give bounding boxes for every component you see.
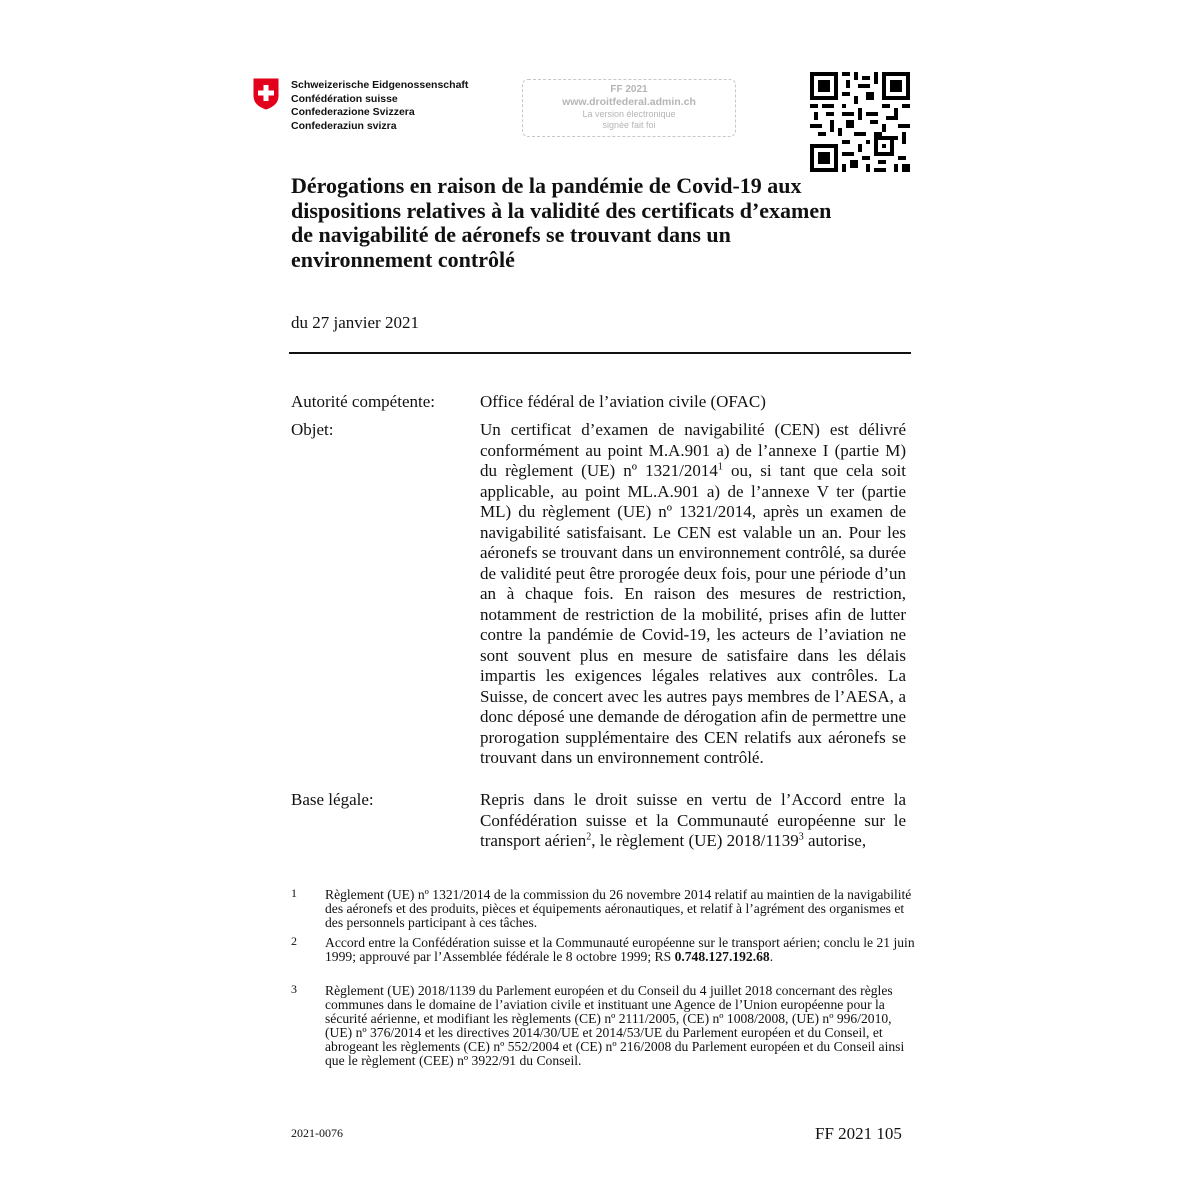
legal-basis-value [480,790,906,852]
legal-text-1: Repris dans le droit suisse en vertu de l’Accord entre la Confédération suisse et la Communauté européenne sur le transport aérien [480,790,906,850]
confederation-name-fr: Confédération suisse [291,92,398,105]
footnote-number-1: 1 [291,886,297,900]
document-date: du 27 janvier 2021 [291,313,419,332]
footnote-text-1: Règlement (UE) nº 1321/2014 de la commission du 26 novembre 2014 relatif au maintien de la navigabilité des aéronefs et des produits, pièces et équipements aéronautiques, et relatif à l’agrément des organismes et des personnels participant à ces tâches. [325,887,912,930]
footnote-ref-3[interactable]: 3 [798,831,804,843]
legal-text-3: autorise, [803,831,867,850]
title-divider [289,352,911,354]
stamp-ff: FF 2021 [610,84,648,95]
confederation-name-it: Confederazione Svizzera [291,106,415,118]
footnote-2-end: . [769,948,774,964]
signature-stamp [522,79,736,137]
footnote-text-2 [325,936,915,964]
stamp-note-1: La version électronique [582,109,676,119]
subject-text-2: ou, si tant que cela soit applicable, au point ML.A.901 a) de l’annexe V ter (partie ML) du règlement (UE) nº 1321/2014, après un examen de navigabilité satisfaisant. Le CEN est valable un an. Pour les aéronefs se trouvant dans un environnement contrôlé, sa durée de validité peut être prorogée deux fois, pour une période d’un an à chaque fois. En raison des mesures de restriction, notamment de restriction de la mobilité, prises afin de lutter contre la pandémie de Covid-19, les acteurs de l’aviation ne sont souvent plus en mesure de satisfaire dans les délais impartis les exigences légales relatives aux contrôles. La Suisse, de concert avec les autres pays membres de l’AESA, a donc déposé une demande de dérogation afin de permettre une prorogation supplémentaire des CEN relatifs aux aéronefs se trouvant dans un environnement contrôlé. [480,461,906,767]
subject-text-1: Un certificat d’examen de navigabilité (CEN) est délivré conformément au point M.A.901 a) de l’annexe I (partie M) du règlement (UE) nº 1321/2014 [480,420,906,480]
swiss-flag-icon [252,78,280,110]
subject-label: Objet: [291,420,334,439]
confederation-name-rm: Confederaziun svizra [291,119,397,132]
footnote-ref-1[interactable]: 1 [717,461,723,473]
stamp-note-2: signée fait foi [602,120,656,130]
document-number: 2021-0076 [291,1126,343,1140]
subject-value [480,420,906,769]
footnote-ref-2[interactable]: 2 [586,831,592,843]
document-title: Dérogations en raison de la pandémie de Covid-19 aux dispositions relatives à la validité des certificats d’examen de navigabilité de aéronefs se trouvant dans un environnement contrôlé [291,173,832,272]
footnote-text-3: Règlement (UE) 2018/1139 du Parlement européen et du Conseil du 4 juillet 2018 concernant des règles communes dans le domaine de l’aviation civile et instituant une Agence de l’Union européenne pour la sécurité aérienne, et modifiant les règlements (CE) nº 2111/2005, (CE) nº 1008/2008, (UE) nº 996/2010, (UE) nº 376/2014 et les directives 2014/30/UE et 2014/53/UE du Parlement européen et du Conseil, et abrogeant les règlements (CE) nº 552/2004 et (CE) nº 216/2008 du Parlement européen et du Conseil ainsi que le règlement (CEE) nº 3922/91 du Conseil. [325,983,905,1068]
confederation-name-de: Schweizerische Eidgenossenschaft [291,79,469,91]
footnote-2-rs-number[interactable]: 0.748.127.192.68 [674,948,770,964]
footnote-2-body: Accord entre la Confédération suisse et la Communauté européenne sur le transport aérien; conclu le 21 juin 1999; approuvé par l’Assemblée fédérale le 8 octobre 1999; RS [325,935,915,964]
legal-basis-label: Base légale: [291,790,374,809]
page-reference: FF 2021 105 [815,1124,902,1143]
legal-text-2: , le règlement (UE) 2018/1139 [591,831,799,850]
qr-code-icon [810,72,910,172]
authority-label: Autorité compétente: [291,392,435,411]
footnote-number-2: 2 [291,934,297,948]
footnote-number-3: 3 [291,982,297,996]
authority-value: Office fédéral de l’aviation civile (OFAC) [480,392,766,411]
confederation-names [291,79,468,133]
stamp-url[interactable]: www.droitfederal.admin.ch [562,96,696,108]
